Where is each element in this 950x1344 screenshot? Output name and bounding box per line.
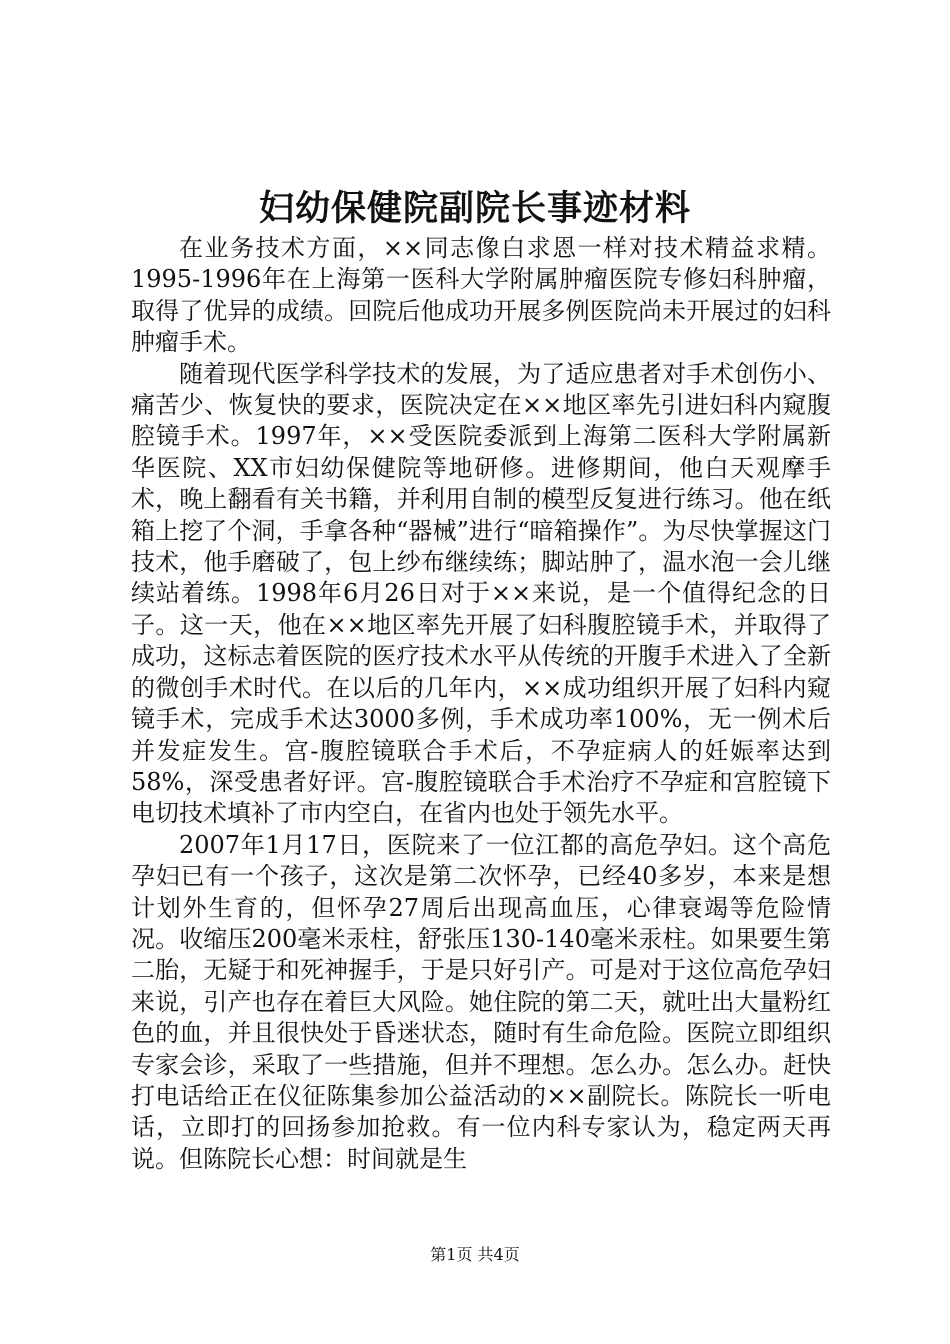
paragraph-rescue-case: 2007年1月17日，医院来了一位江都的高危孕妇。这个高危孕妇已有一个孩子，这次是第二次怀孕，已经40多岁，本来是想计划外生育的，但怀孕27周后出现高血压，心律衰竭等危险情况。收缩压200毫米汞柱，舒张压130-140毫米汞柱。如果要生第二胎，无疑于和死神握手，于是只好引产。可是对于这位高危孕妇来说，引产也存在着巨大风险。她住院的第二天，就吐出大量粉红色的血，并且很快处于昏迷状态，随时有生命危险。医院立即组织专家会诊，采取了一些措施，但并不理想。怎么办。怎么办。赶快打电话给正在仪征陈集参加公益活动的××副院长。陈院长一听电话，立即打的回扬参加抢救。有一位内科专家认为，稳定两天再说。但陈院长心想：时间就是生 [131,830,831,1173]
paragraph-laparoscopy: 随着现代医学科学技术的发展，为了适应患者对手术创伤小、痛苦少、恢复快的要求，医院决定在××地区率先引进妇科内窥腹腔镜手术。1997年，××受医院委派到上海第二医科大学附属新华医院、XX市妇幼保健院等地研修。进修期间，他白天观摩手术，晚上翻看有关书籍，并利用自制的模型反复进行练习。他在纸箱上挖了个洞，手拿各种“器械”进行“暗箱操作”。为尽快掌握这门技术，他手磨破了，包上纱布继续练；脚站肿了，温水泡一会儿继续站着练。1998年6月26日对于××来说，是一个值得纪念的日子。这一天，他在××地区率先开展了妇科腹腔镜手术，并取得了成功，这标志着医院的医疗技术水平从传统的开腹手术进入了全新的微创手术时代。在以后的几年内，××成功组织开展了妇科内窥镜手术，完成手术达3000多例，手术成功率100%，无一例术后并发症发生。宫-腹腔镜联合手术后，不孕症病人的妊娠率达到58%，深受患者好评。宫-腹腔镜联合手术治疗不孕症和宫腔镜下电切技术填补了市内空白，在省内也处于领先水平。 [131,359,831,828]
page-footer: 第1页 共4页 [430,1245,520,1264]
document-body [131,233,831,1175]
paragraph-technical-skills: 在业务技术方面，××同志像白求恩一样对技术精益求精。1995-1996年在上海第一医科大学附属肿瘤医院专修妇科肿瘤，取得了优异的成绩。回院后他成功开展多例医院尚未开展过的妇科肿瘤手术。 [131,234,831,357]
document-title: 妇幼保健院副院长事迹材料 [258,188,691,229]
